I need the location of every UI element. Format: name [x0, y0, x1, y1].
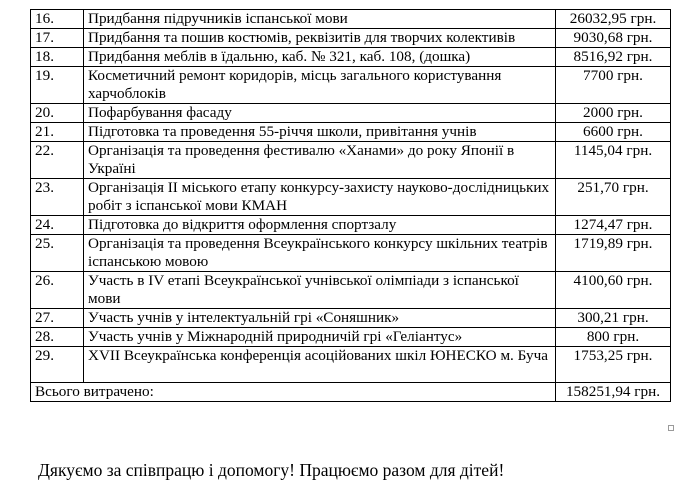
row-number: 18. [31, 48, 84, 67]
row-number: 27. [31, 309, 84, 328]
table-row [31, 347, 671, 383]
row-number: 16. [31, 10, 84, 29]
table-row [31, 123, 671, 142]
expenses-table-body [31, 10, 671, 383]
row-amount: 1719,89 грн. [556, 235, 671, 272]
row-amount: 8516,92 грн. [556, 48, 671, 67]
row-number: 28. [31, 328, 84, 347]
row-amount: 26032,95 грн. [556, 10, 671, 29]
table-row [31, 216, 671, 235]
table-row [31, 272, 671, 309]
row-description: Придбання меблів в їдальню, каб. № 321, каб. 108, (дошка) [84, 48, 556, 67]
row-number: 23. [31, 179, 84, 216]
row-description: Участь в IV етапі Всеукраїнської учнівської олімпіади з іспанської мови [84, 272, 556, 309]
row-amount: 1145,04 грн. [556, 142, 671, 179]
row-amount: 1274,47 грн. [556, 216, 671, 235]
row-amount: 251,70 грн. [556, 179, 671, 216]
row-number: 29. [31, 347, 84, 383]
row-amount: 300,21 грн. [556, 309, 671, 328]
table-row [31, 328, 671, 347]
row-description: Участь учнів у інтелектуальній грі «Соняшник» [84, 309, 556, 328]
row-number: 25. [31, 235, 84, 272]
row-description: Придбання та пошив костюмів, реквізитів для творчих колективів [84, 29, 556, 48]
row-amount: 800 грн. [556, 328, 671, 347]
table-resize-handle[interactable] [668, 425, 674, 431]
row-number: 22. [31, 142, 84, 179]
expenses-table [30, 9, 671, 402]
row-description: Підготовка до відкриття оформлення спортзалу [84, 216, 556, 235]
row-amount: 9030,68 грн. [556, 29, 671, 48]
table-row [31, 104, 671, 123]
table-row [31, 48, 671, 67]
table-row [31, 10, 671, 29]
row-description: Участь учнів у Міжнародній природничій грі «Геліантус» [84, 328, 556, 347]
row-number: 24. [31, 216, 84, 235]
table-row [31, 142, 671, 179]
total-label: Всього витрачено: [31, 383, 556, 402]
row-amount: 7700 грн. [556, 67, 671, 104]
row-amount: 6600 грн. [556, 123, 671, 142]
table-row [31, 309, 671, 328]
row-description: Придбання підручників іспанської мови [84, 10, 556, 29]
row-description: Підготовка та проведення 55-річчя школи, привітання учнів [84, 123, 556, 142]
row-description: Організація та проведення Всеукраїнського конкурсу шкільних театрів іспанською мовою [84, 235, 556, 272]
thank-you-text: Дякуємо за співпрацю і допомогу! Працюємо разом для дітей! [38, 460, 505, 480]
row-description: Косметичний ремонт коридорів, місць загального користування харчоблоків [84, 67, 556, 104]
table-row [31, 235, 671, 272]
row-description: Організація ІІ міського етапу конкурсу-захисту науково-дослідницьких робіт з іспанської мови КМАН [84, 179, 556, 216]
row-number: 20. [31, 104, 84, 123]
row-number: 21. [31, 123, 84, 142]
total-amount: 158251,94 грн. [556, 383, 671, 402]
row-description: XVII Всеукраїнська конференція асоційованих шкіл ЮНЕСКО м. Буча [84, 347, 556, 383]
row-amount: 4100,60 грн. [556, 272, 671, 309]
row-number: 26. [31, 272, 84, 309]
row-number: 19. [31, 67, 84, 104]
row-number: 17. [31, 29, 84, 48]
row-description: Організація та проведення фестивалю «Ханами» до року Японії в Україні [84, 142, 556, 179]
row-amount: 1753,25 грн. [556, 347, 671, 383]
row-amount: 2000 грн. [556, 104, 671, 123]
table-row [31, 179, 671, 216]
table-row [31, 29, 671, 48]
total-row [31, 383, 671, 402]
row-description: Пофарбування фасаду [84, 104, 556, 123]
table-row [31, 67, 671, 104]
